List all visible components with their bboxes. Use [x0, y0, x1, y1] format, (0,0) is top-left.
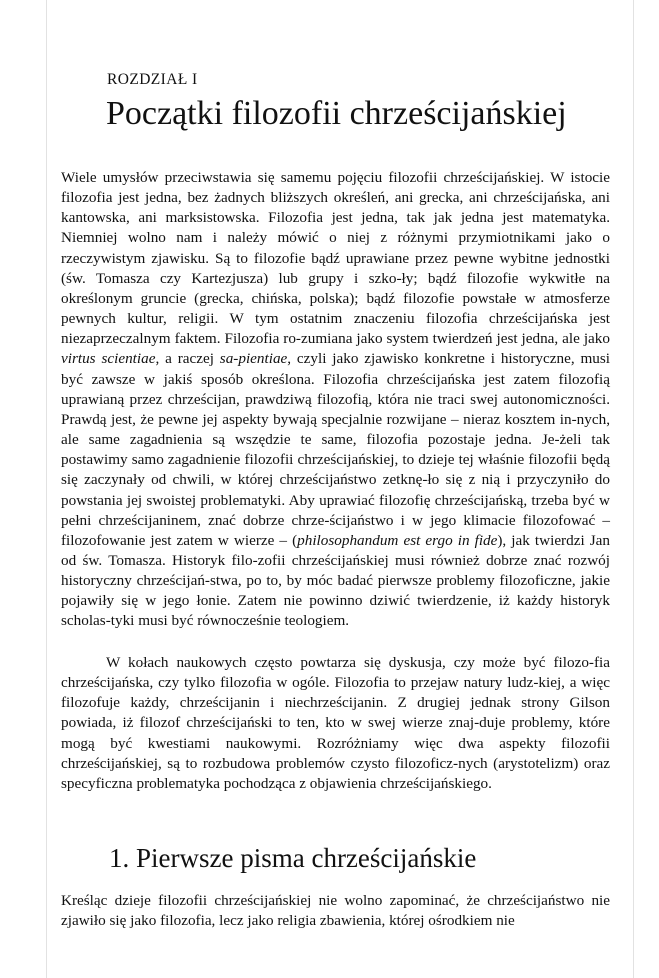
paragraph-2: W kołach naukowych często powtarza się dyskusja, czy może być filozo-fia chrześcijańska, czy tylko filozofia w ogóle. Filozofia to przejaw natury ludz-kiej, a więc filozofuje każdy, chrześcijanin i niechrześcijanin. Z drugiej jednak strony Gilson powiada, iż filozof chrześcijański to ten, kto w swej wierze znaj-duje problemy, które mogą być kwestiami naukowymi. Rozróżniamy więc dwa aspekty filozofii chrześcijańskiej, są to rozbudowa problemów czysto filozoficz-nych (arystotelizm) oraz specyficzna problematyka pochodząca z objawienia chrześcijańskiego.: [61, 654, 610, 792]
paragraph-1-text-a: Wiele umysłów przeciwstawia się samemu pojęciu filozofii chrześcijańskiej. W istocie filozofia jest jedna, bez żadnych bliższych określeń, ani grecka, ani chrześcijańska, ani kantowska, ani marksistowska. Filozofia jest jedna, tak jak jedna jest matematyka. Niemniej wolno nam i należy mówić o niej z różnymi przymiotnikami jako o rzeczywistym zjawisku. Są to filozofie bądź uprawiane przez pewne wybitne jednostki (św. Tomasza czy Kartezjusza) lub grupy i szko-ły; bądź filozofie wykwitłe na określonym gruncie (grecka, chińska, polska); bądź filozofie powstałe w atmosferze pewnych kultur, religii. W tym ostatnim znaczeniu filozofia chrześcijańska jest niezaprzeczalnym faktem. Filozofia ro-zumiana jako system twierdzeń jest jedna, ale jako: [61, 169, 610, 348]
section-heading: 1. Pierwsze pisma chrześcijańskie: [109, 843, 477, 873]
chapter-label: ROZDZIAŁ I: [107, 71, 198, 88]
chapter-title: Początki filozofii chrześcijańskiej: [106, 95, 567, 132]
paragraph-3: Kreśląc dzieje filozofii chrześcijańskiej nie wolno zapominać, że chrześcijaństwo nie zjawiło się jako filozofia, lecz jako religia zbawienia, której ośrodkiem nie: [61, 892, 610, 930]
paragraph-1-text-c: , czyli jako zjawisko konkretne i historyczne, musi być zawsze w jakiś sposób określona. Filozofia chrześcijańska jest zatem filozofią uprawianą przez chrześcijan, prawdziwą filozofią, która nie traci swej autonomiczności. Prawdą jest, że pewne jej aspekty bywają specjalnie rozwijane – nieraz kosztem in-nych, ale same zagadnienia są wszędzie te same, filozofia pozostaje jedna. Je-żeli tak postawimy samo zagadnienie filozofii chrześcijańskiej, to dzieje tej właśnie filozofii będą się zaczynały od chwili, w której chrześcijaństwo zetknę-ło się z nią i przyczyniło do powstania jej swoistej problematyki. Aby uprawiać filozofię chrześcijańską, trzeba być w pełni chrześcijaninem, znać dobrze chrze-ścijaństwo i w jego klimacie filozofować – filozofowanie jest zatem w wierze – (: [61, 350, 611, 549]
paragraph-1: [61, 168, 610, 632]
latin-phrase-philosophandum: philosophandum est ergo in fide: [297, 531, 498, 549]
paragraph-1-text-d: ), jak twierdzi Jan od św. Tomasza. Historyk filo-zofii chrześcijańskiej musi również dobrze znać rozwój historyczny chrześcijań-stwa, po to, by móc badać pierwsze problemy filozoficzne, jakie pojawiły się w jego łonie. Zatem nie powinno dziwić twierdzenie, iż każdy historyk scholas-tyki musi być równocześnie teologiem.: [61, 531, 610, 630]
latin-phrase-virtus-scientiae: virtus scientiae: [61, 350, 156, 368]
latin-phrase-sapientiae: sa-pientiae: [219, 350, 288, 368]
paragraph-1-text-b: , a raczej: [155, 350, 220, 368]
